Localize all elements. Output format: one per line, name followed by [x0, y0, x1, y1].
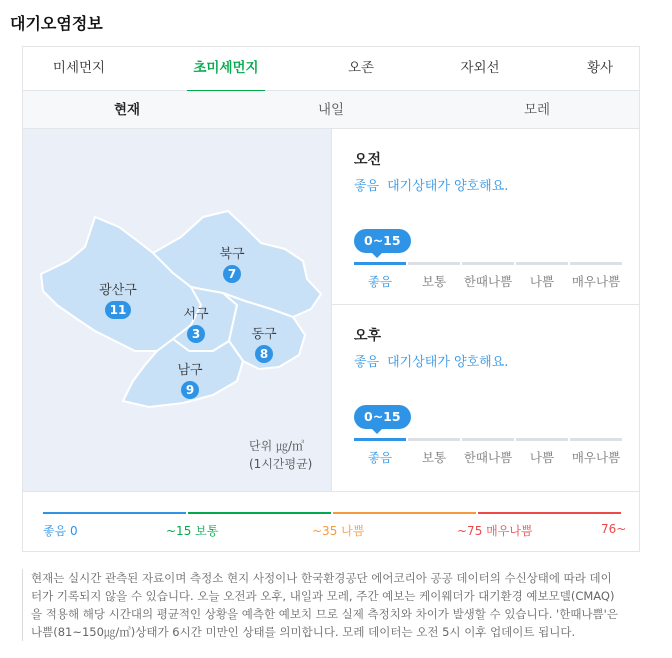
scale-segment-very-bad — [570, 262, 622, 265]
period-label: 오후 — [354, 328, 382, 344]
scale-segment-bad — [516, 438, 568, 441]
scale-segment-normal — [408, 262, 460, 265]
district-value-badge: 7 — [223, 265, 241, 283]
status-description: 대기상태가 양호해요. — [387, 355, 509, 370]
district-nam[interactable] — [167, 359, 213, 399]
scale-segment-bad — [516, 262, 568, 265]
legend-line-normal — [188, 512, 331, 514]
district-buk[interactable] — [209, 243, 255, 283]
legend-label-bad: ~35 나쁨 — [312, 524, 365, 538]
status-description: 대기상태가 양호해요. — [387, 179, 509, 194]
district-name: 서구 — [183, 307, 209, 322]
scale-segment-normal — [408, 438, 460, 441]
district-gwangsan[interactable] — [91, 279, 145, 319]
district-name: 동구 — [251, 327, 277, 342]
district-value-badge: 11 — [105, 301, 132, 319]
scale-label-good: 좋음 — [367, 274, 393, 289]
district-name: 남구 — [177, 363, 203, 378]
legend-label-good: 좋음 0 — [43, 524, 78, 538]
scale-segment-partly-bad — [462, 262, 514, 265]
pollutant-tabs — [23, 47, 639, 91]
legend-label-very-bad: ~75 매우나쁨 — [457, 524, 533, 538]
scale-segment-good — [354, 438, 406, 441]
tab-yellow-dust[interactable]: 황사 — [586, 60, 614, 76]
tab-ozone[interactable]: 오존 — [347, 60, 375, 76]
district-map — [23, 129, 331, 491]
district-dong[interactable] — [241, 323, 287, 363]
legend-line-good — [43, 512, 186, 514]
forecast-am — [332, 129, 639, 305]
range-bubble: 0~15 — [354, 405, 411, 429]
tab-tomorrow[interactable]: 내일 — [317, 102, 345, 118]
legend-line-bad — [333, 512, 476, 514]
scale-segment-very-bad — [570, 438, 622, 441]
tab-uv[interactable]: 자외선 — [460, 60, 500, 76]
district-name: 북구 — [219, 247, 245, 262]
legend-label-max: 76~ — [601, 522, 627, 536]
scale-label-normal: 보통 — [421, 450, 447, 465]
district-value-badge: 9 — [181, 381, 199, 399]
tab-pm25[interactable]: 초미세먼지 — [187, 47, 265, 91]
tab-day-after[interactable]: 모레 — [523, 102, 551, 118]
tab-now[interactable]: 현재 — [113, 102, 141, 118]
scale-segment-partly-bad — [462, 438, 514, 441]
unit-line: 단위 ㎍/㎥ — [249, 439, 305, 453]
page-title: 대기오염정보 — [10, 14, 103, 33]
unit-label — [249, 437, 312, 473]
legend-label-normal: ~15 보통 — [166, 524, 219, 538]
scale-label-bad: 나쁨 — [529, 274, 555, 289]
day-tabs — [23, 91, 639, 129]
data-notice: 현재는 실시간 관측된 자료이며 측정소 현지 사정이나 한국환경공단 에어코리아 공공 데이터의 수신상태에 따라 데이터가 기록되지 않을 수 있습니다. 오늘 오전과 오후, 내일과 모레, 주간 예보는 케이웨더가 대기환경 예보모델(CMAQ)을 적용해 해당 시간대의 평균적인 상황을 예측한 예보치 므로 실제 측정치와 차이가 발생할 수 있습니다. '한때나쁨'은 나쁨(81~150㎍/㎥)상태가 6시간 미만인 상태를 의미합니다. 모레 데이터는 오전 5시 이후 업데이트 됩니다. — [22, 569, 622, 641]
status-grade: 좋음 — [354, 179, 380, 194]
scale-label-very-bad: 매우나쁨 — [571, 450, 621, 465]
district-name: 광산구 — [99, 283, 137, 298]
scale-label-partly-bad: 한때나쁨 — [463, 450, 513, 465]
legend-line-very-bad — [478, 512, 621, 514]
grade-legend — [23, 491, 639, 551]
status-grade: 좋음 — [354, 355, 380, 370]
period-label: 오전 — [354, 152, 382, 168]
scale-label-normal: 보통 — [421, 274, 447, 289]
unit-average-line: (1시간평균) — [249, 457, 313, 471]
scale-segment-good — [354, 262, 406, 265]
scale-label-bad: 나쁨 — [529, 450, 555, 465]
scale-label-good: 좋음 — [367, 450, 393, 465]
air-pollution-card — [22, 46, 640, 552]
district-seo[interactable] — [173, 303, 219, 343]
forecast-pm — [332, 305, 639, 491]
scale-label-partly-bad: 한때나쁨 — [463, 274, 513, 289]
district-value-badge: 3 — [187, 325, 205, 343]
period-status — [354, 175, 508, 194]
tab-pm10[interactable]: 미세먼지 — [52, 60, 106, 76]
scale-label-very-bad: 매우나쁨 — [571, 274, 621, 289]
district-value-badge: 8 — [255, 345, 273, 363]
period-status — [354, 351, 508, 370]
range-bubble: 0~15 — [354, 229, 411, 253]
